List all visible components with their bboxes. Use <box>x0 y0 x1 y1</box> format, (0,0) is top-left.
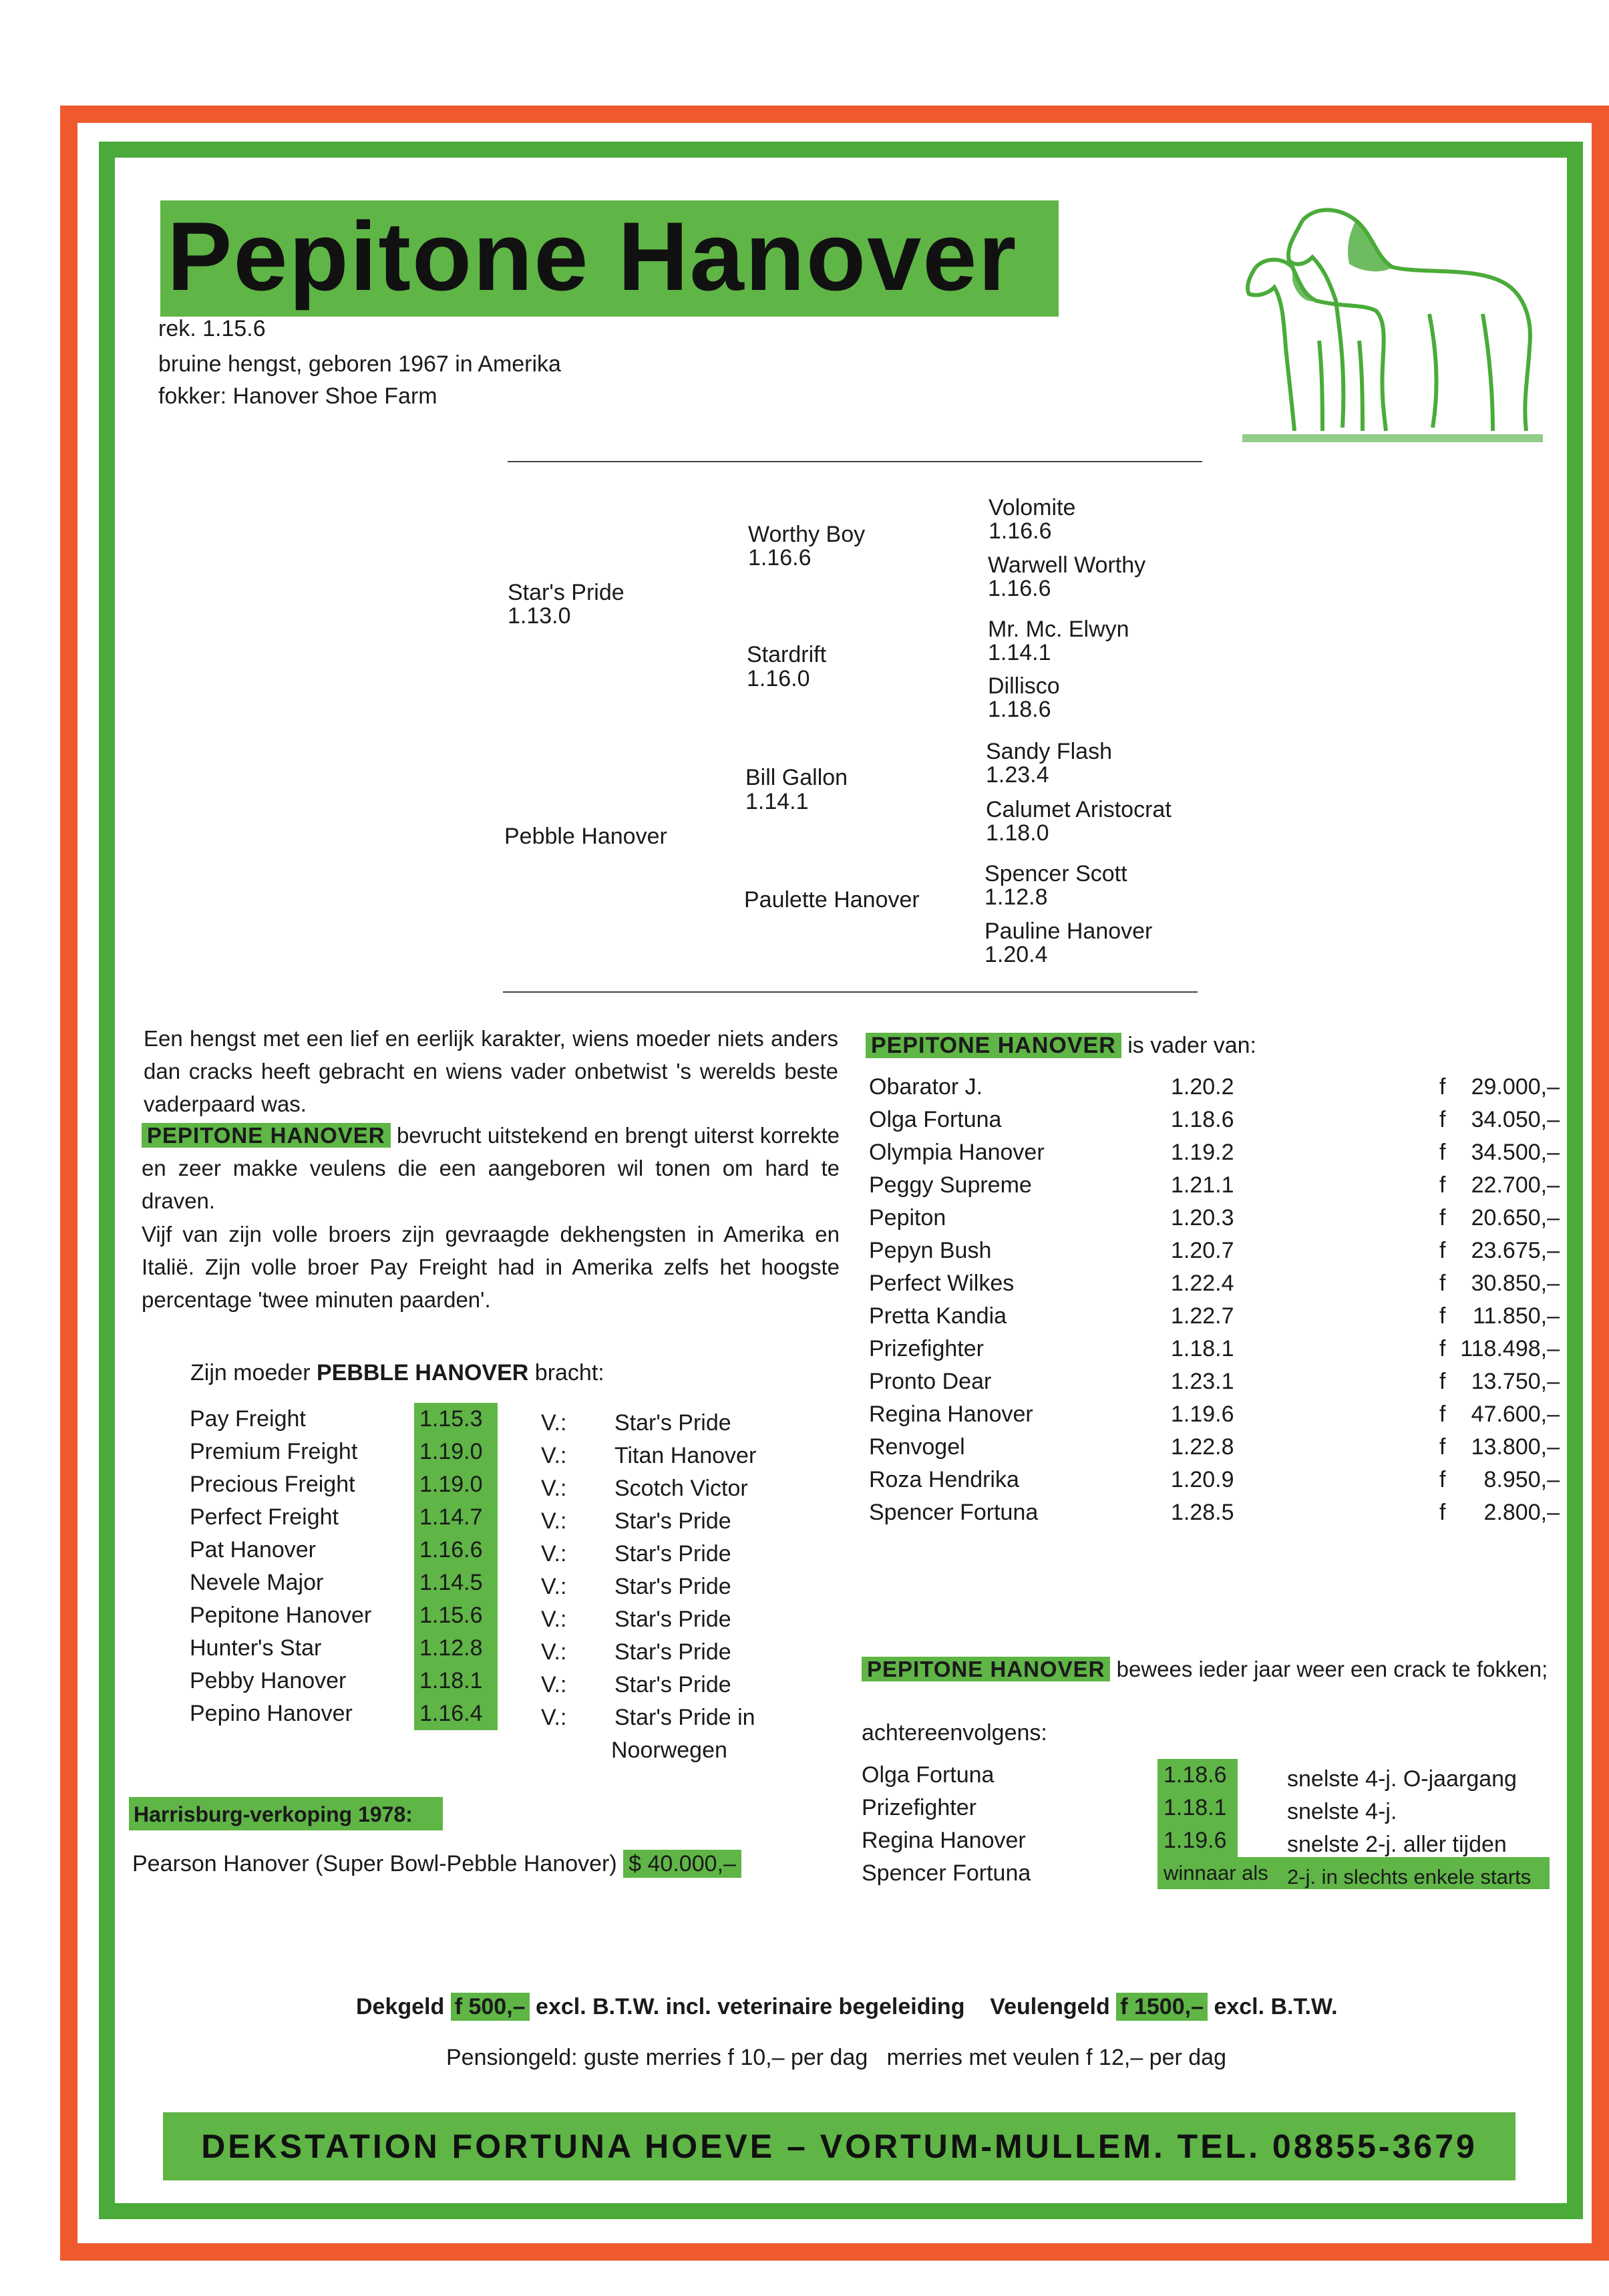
offspring-row-currency: f <box>1439 1205 1446 1231</box>
mother-row-sire: Titan Hanover <box>614 1443 757 1468</box>
description-paragraph-2 <box>142 1119 840 1217</box>
mother-intro-pre: Zijn moeder <box>190 1360 317 1385</box>
mother-row-v: V.: <box>541 1541 567 1567</box>
offspring-row-amount: 20.650,– <box>1471 1205 1560 1231</box>
offspring-row-amount: 23.675,– <box>1471 1238 1560 1263</box>
offspring-row-amount: 29.000,– <box>1471 1074 1560 1100</box>
mother-row-name: Pepitone Hanover <box>190 1603 372 1628</box>
pedigree-ds-record: 1.14.1 <box>745 789 809 814</box>
offspring-row-name: Prizefighter <box>869 1336 984 1361</box>
offspring-row-currency: f <box>1439 1172 1446 1198</box>
offspring-row-record: 1.20.2 <box>1171 1074 1234 1100</box>
pedigree-ss-record: 1.16.6 <box>748 545 812 570</box>
pedigree-dsd-record: 1.18.0 <box>986 820 1049 846</box>
mother-last-extra: Noorwegen <box>611 1738 727 1763</box>
crack-row-record: 1.18.6 <box>1164 1762 1227 1788</box>
breeder-line: fokker: Hanover Shoe Farm <box>158 383 437 409</box>
offspring-row-amount: 47.600,– <box>1471 1402 1560 1427</box>
offspring-row-name: Renvogel <box>869 1434 965 1460</box>
mother-row-sire: Star's Pride in <box>614 1705 755 1730</box>
pedigree-dam: Pebble Hanover <box>504 824 667 849</box>
offspring-row-amount: 8.950,– <box>1483 1467 1560 1492</box>
dekgeld-amount: f 500,– <box>451 1993 530 2021</box>
mother-row-name: Precious Freight <box>190 1472 355 1497</box>
crack-row-record: 1.18.1 <box>1164 1795 1227 1820</box>
mother-row-record: 1.12.8 <box>419 1635 483 1661</box>
offspring-row-amount: 13.800,– <box>1471 1434 1560 1460</box>
offspring-row-record: 1.21.1 <box>1171 1172 1234 1198</box>
mother-row-record: 1.15.3 <box>419 1406 483 1432</box>
mother-row-record: 1.19.0 <box>419 1439 483 1464</box>
mother-row-v: V.: <box>541 1705 567 1730</box>
pedigree-ssd-record: 1.16.6 <box>988 576 1051 601</box>
pedigree-ds: Bill Gallon <box>745 765 848 790</box>
crack-paragraph <box>862 1653 1556 1685</box>
pedigree-dss: Sandy Flash <box>986 739 1112 764</box>
pedigree-dd: Paulette Hanover <box>744 887 920 913</box>
pedigree-sss: Volomite <box>989 495 1076 520</box>
mother-row-sire: Star's Pride <box>614 1672 731 1697</box>
veulengeld-amount: f 1500,– <box>1116 1993 1208 2021</box>
pedigree-sire-record: 1.13.0 <box>508 603 571 629</box>
mother-row-record: 1.14.7 <box>419 1504 483 1530</box>
pedigree-ssd: Warwell Worthy <box>988 552 1146 578</box>
offspring-row-name: Pepyn Bush <box>869 1238 992 1263</box>
offspring-row-record: 1.22.7 <box>1171 1303 1234 1329</box>
offspring-title <box>866 1032 1256 1059</box>
mother-row-sire: Star's Pride <box>614 1508 731 1534</box>
offspring-row-amount: 11.850,– <box>1473 1303 1560 1329</box>
offspring-row-currency: f <box>1439 1500 1446 1525</box>
offspring-row-record: 1.19.6 <box>1171 1402 1234 1427</box>
mother-row-record: 1.14.5 <box>419 1570 483 1595</box>
offspring-row-currency: f <box>1439 1402 1446 1427</box>
mother-row-record: 1.16.4 <box>419 1701 483 1726</box>
crack-text: bewees ieder jaar weer een crack te fokken; <box>1110 1657 1548 1681</box>
pedigree-sdd: Dillisco <box>988 673 1060 699</box>
offspring-row-name: Spencer Fortuna <box>869 1500 1039 1525</box>
mother-name: PEBBLE HANOVER <box>316 1360 529 1385</box>
crack-row-note: snelste 2-j. aller tijden <box>1287 1832 1507 1857</box>
pedigree-sds-record: 1.14.1 <box>988 640 1051 665</box>
offspring-row-name: Roza Hendrika <box>869 1467 1019 1492</box>
pedigree-dss-record: 1.23.4 <box>986 762 1049 788</box>
fees-line <box>356 1993 1338 2020</box>
mother-row-record: 1.18.1 <box>419 1668 483 1693</box>
mother-row-v: V.: <box>541 1410 567 1436</box>
mother-row-sire: Star's Pride <box>614 1607 731 1632</box>
offspring-row-record: 1.19.2 <box>1171 1140 1234 1165</box>
description-paragraph-1: Een hengst met een lief en eerlijk karakter, wiens moeder niets anders dan cracks heeft gebracht en wiens vader onbetwist 's werelds beste vaderpaard was. <box>144 1026 838 1116</box>
mother-row-record: 1.16.6 <box>419 1537 483 1563</box>
offspring-row-name: Peggy Supreme <box>869 1172 1032 1198</box>
offspring-row-amount: 13.750,– <box>1471 1369 1560 1394</box>
mother-row-name: Hunter's Star <box>190 1635 322 1661</box>
offspring-row-name: Pronto Dear <box>869 1369 992 1394</box>
pedigree-sd-record: 1.16.0 <box>747 666 810 691</box>
mother-row-name: Pebby Hanover <box>190 1668 347 1693</box>
offspring-row-currency: f <box>1439 1434 1446 1460</box>
pedigree-dds-record: 1.12.8 <box>985 884 1048 910</box>
mother-row-v: V.: <box>541 1672 567 1697</box>
offspring-row-amount: 34.050,– <box>1471 1107 1560 1132</box>
offspring-row-amount: 30.850,– <box>1471 1271 1560 1296</box>
mother-row-sire: Star's Pride <box>614 1410 731 1436</box>
record-line: rek. 1.15.6 <box>158 316 266 341</box>
pedigree-sdd-record: 1.18.6 <box>988 697 1051 722</box>
mother-row-sire: Star's Pride <box>614 1574 731 1599</box>
crack-row-note: snelste 4-j. <box>1287 1799 1397 1824</box>
offspring-row-name: Regina Hanover <box>869 1402 1033 1427</box>
mother-row-record: 1.15.6 <box>419 1603 483 1628</box>
offspring-row-currency: f <box>1439 1238 1446 1263</box>
offspring-title-post: is vader van: <box>1121 1033 1256 1058</box>
offspring-row-name: Pretta Kandia <box>869 1303 1007 1329</box>
offspring-row-name: Obarator J. <box>869 1074 983 1100</box>
mother-row-name: Premium Freight <box>190 1439 358 1464</box>
crack-row-note: 2-j. in slechts enkele starts <box>1287 1865 1532 1889</box>
mother-row-name: Pay Freight <box>190 1406 306 1432</box>
crack-sub: achtereenvolgens: <box>862 1720 1047 1746</box>
mother-row-v: V.: <box>541 1508 567 1534</box>
birth-line: bruine hengst, geboren 1967 in Amerika <box>158 351 561 377</box>
pedigree-sire: Star's Pride <box>508 580 624 605</box>
mother-row-name: Pepino Hanover <box>190 1701 353 1726</box>
mother-row-name: Perfect Freight <box>190 1504 339 1530</box>
mother-row-sire: Star's Pride <box>614 1639 731 1665</box>
mother-intro-post: bracht: <box>528 1360 604 1385</box>
offspring-row-record: 1.23.1 <box>1171 1369 1234 1394</box>
offspring-row-currency: f <box>1439 1140 1446 1165</box>
footer-text: DEKSTATION FORTUNA HOEVE – VORTUM-MULLEM. TEL. 08855-3679 <box>201 2128 1477 2165</box>
mother-row-name: Pat Hanover <box>190 1537 316 1563</box>
crack-row-name: Prizefighter <box>862 1795 976 1820</box>
mother-row-v: V.: <box>541 1476 567 1501</box>
offspring-row-currency: f <box>1439 1369 1446 1394</box>
pedigree-sds: Mr. Mc. Elwyn <box>988 617 1129 642</box>
offspring-row-currency: f <box>1439 1336 1446 1361</box>
offspring-row-record: 1.20.9 <box>1171 1467 1234 1492</box>
harrisburg-price: $ 40.000,– <box>623 1850 741 1878</box>
mother-row-record: 1.19.0 <box>419 1472 483 1497</box>
crack-row-name: Olga Fortuna <box>862 1762 995 1788</box>
pedigree-ss: Worthy Boy <box>748 522 866 547</box>
offspring-row-currency: f <box>1439 1467 1446 1492</box>
offspring-row-name: Pepiton <box>869 1205 946 1231</box>
offspring-row-record: 1.18.6 <box>1171 1107 1234 1132</box>
pension-line: Pensiongeld: guste merries f 10,– per dag merries met veulen f 12,– per dag <box>446 2045 1226 2070</box>
offspring-row-name: Olympia Hanover <box>869 1140 1045 1165</box>
mother-row-v: V.: <box>541 1443 567 1468</box>
mother-row-sire: Star's Pride <box>614 1541 731 1567</box>
offspring-row-currency: f <box>1439 1271 1446 1296</box>
description-paragraph-3: Vijf van zijn volle broers zijn gevraagde dekhengsten in Amerika en Italië. Zijn volle broer Pay Freight had in Amerika zelfs het hoogste percentage 'twee minuten paarden'. <box>142 1222 840 1312</box>
mother-row-v: V.: <box>541 1574 567 1599</box>
pedigree-bottom-rule <box>503 991 1198 993</box>
offspring-row-record: 1.22.8 <box>1171 1434 1234 1460</box>
crack-row-note: snelste 4-j. O-jaargang <box>1287 1766 1517 1792</box>
pedigree-ddd: Pauline Hanover <box>985 919 1153 944</box>
crack-row-record: winnaar als <box>1164 1861 1268 1884</box>
dekgeld-text: excl. B.T.W. incl. veterinaire begeleiding <box>536 1994 965 2019</box>
pedigree-sd: Stardrift <box>747 642 827 667</box>
offspring-row-name: Perfect Wilkes <box>869 1271 1015 1296</box>
offspring-row-currency: f <box>1439 1074 1446 1100</box>
offspring-row-amount: 118.498,– <box>1460 1336 1560 1361</box>
offspring-row-currency: f <box>1439 1107 1446 1132</box>
offspring-row-record: 1.28.5 <box>1171 1500 1234 1525</box>
offspring-row-amount: 22.700,– <box>1471 1172 1560 1198</box>
pedigree-ddd-record: 1.20.4 <box>985 942 1048 967</box>
horse-name-highlight: PEPITONE HANOVER <box>142 1123 391 1148</box>
description-paragraph-2-text: bevrucht uitstekend en brengt uiterst korrekte en zeer makke veulens die een aangeboren wil tonen om hard te draven. <box>142 1123 840 1213</box>
page-title: Pepitone Hanover <box>167 202 1018 311</box>
harrisburg-sale <box>132 1850 741 1877</box>
crack-row-record: 1.19.6 <box>1164 1828 1227 1853</box>
offspring-row-record: 1.18.1 <box>1171 1336 1234 1361</box>
pedigree-top-rule <box>508 461 1202 462</box>
crack-row-name: Regina Hanover <box>862 1828 1026 1853</box>
offspring-row-name: Olga Fortuna <box>869 1107 1002 1132</box>
offspring-row-amount: 2.800,– <box>1483 1500 1560 1525</box>
veulengeld-text: excl. B.T.W. <box>1214 1994 1338 2019</box>
pedigree-dds: Spencer Scott <box>985 861 1127 886</box>
harrisburg-sale-text: Pearson Hanover (Super Bowl-Pebble Hanover) <box>132 1851 617 1876</box>
mother-row-v: V.: <box>541 1607 567 1632</box>
crack-horse-highlight: PEPITONE HANOVER <box>862 1657 1110 1681</box>
mother-row-v: V.: <box>541 1639 567 1665</box>
offspring-row-record: 1.20.3 <box>1171 1205 1234 1231</box>
horse-and-foal-icon <box>1229 194 1550 448</box>
mother-row-sire: Scotch Victor <box>614 1476 748 1501</box>
harrisburg-title: Harrisburg-verkoping 1978: <box>134 1802 413 1826</box>
offspring-row-currency: f <box>1439 1303 1446 1329</box>
veulengeld-label: Veulengeld <box>990 1994 1110 2019</box>
mother-row-name: Nevele Major <box>190 1570 324 1595</box>
offspring-row-record: 1.20.7 <box>1171 1238 1234 1263</box>
crack-row-name: Spencer Fortuna <box>862 1860 1031 1886</box>
offspring-row-amount: 34.500,– <box>1471 1140 1560 1165</box>
pedigree-dsd: Calumet Aristocrat <box>986 797 1172 822</box>
dekgeld-label: Dekgeld <box>356 1994 445 2019</box>
offspring-horse-highlight: PEPITONE HANOVER <box>866 1033 1121 1058</box>
pedigree-sss-record: 1.16.6 <box>989 518 1052 544</box>
offspring-row-record: 1.22.4 <box>1171 1271 1234 1296</box>
mother-intro <box>190 1359 604 1386</box>
